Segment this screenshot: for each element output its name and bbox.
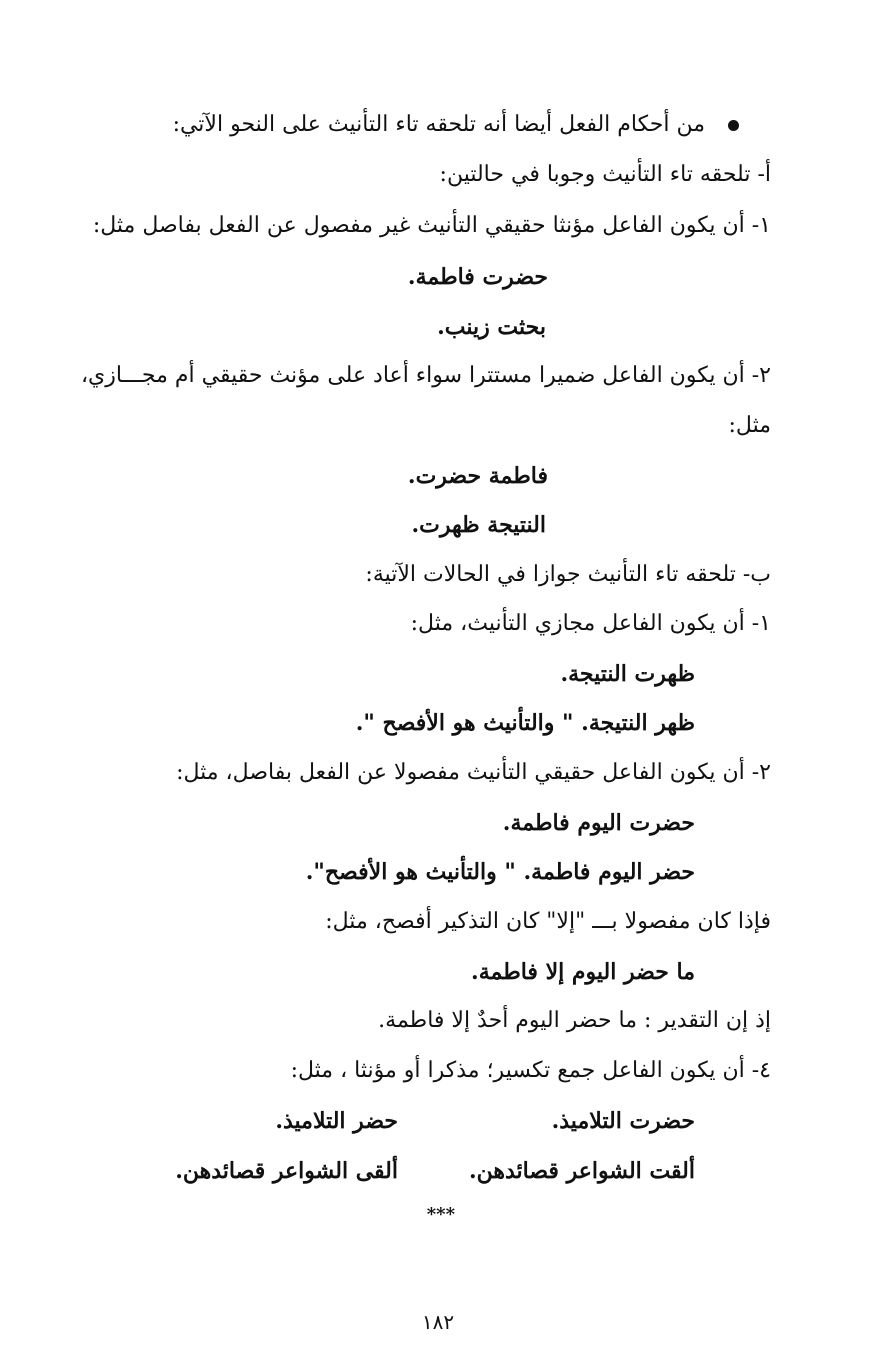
rule-b2-exception: فإذا كان مفصولا بـــ "إلا" كان التذكير أفصح، مثل:	[325, 909, 771, 934]
example-b1-1: ظهرت النتيجة.	[560, 661, 695, 687]
example-a1-2: بحثت زينب.	[437, 314, 546, 340]
example-b2-2: حضر اليوم فاطمة. " والتأنيث هو الأفصح".	[305, 859, 695, 885]
page-number: ١٨٢	[421, 1310, 455, 1334]
section-a-heading: أ- تلحقه تاء التأنيث وجوبا في حالتين:	[439, 162, 771, 187]
rule-b1: ١- أن يكون الفاعل مجازي التأنيث، مثل:	[410, 611, 771, 636]
rule-a1: ١- أن يكون الفاعل مؤنثا حقيقي التأنيث غير مفصول عن الفعل بفاصل مثل:	[92, 213, 771, 238]
example-b4-right-2: ألقت الشواعر قصائدهن.	[468, 1158, 695, 1184]
rule-a2-continuation: مثل:	[728, 413, 771, 438]
example-b4-left-2: ألقى الشواعر قصائدهن.	[175, 1158, 398, 1184]
example-b2-exception: ما حضر اليوم إلا فاطمة.	[471, 959, 695, 985]
example-b4-right-1: حضرت التلاميذ.	[551, 1108, 695, 1134]
intro-line: من أحكام الفعل أيضا أنه تلحقه تاء التأنيث على النحو الآتي:	[172, 112, 705, 137]
section-b-heading: ب- تلحقه تاء التأنيث جوازا في الحالات الآتية:	[365, 562, 771, 587]
example-b2-1: حضرت اليوم فاطمة.	[502, 810, 695, 836]
rule-a2: ٢- أن يكون الفاعل ضميرا مستترا سواء أعاد على مؤنث حقيقي أم مجـــازي،	[80, 363, 771, 388]
example-a1-1: حضرت فاطمة.	[407, 264, 548, 290]
example-b1-2: ظهر النتيجة. " والتأنيث هو الأفصح ".	[355, 710, 695, 736]
rule-b2-explanation: إذ إن التقدير : ما حضر اليوم أحدٌ إلا فاطمة.	[378, 1008, 771, 1033]
example-a2-1: فاطمة حضرت.	[407, 463, 548, 489]
rule-b2: ٢- أن يكون الفاعل حقيقي التأنيث مفصولا عن الفعل بفاصل، مثل:	[176, 760, 771, 785]
bullet-icon	[728, 120, 739, 131]
example-b4-left-1: حضر التلاميذ.	[275, 1108, 398, 1134]
section-divider: ***	[426, 1204, 455, 1225]
example-a2-2: النتيجة ظهرت.	[411, 512, 546, 538]
rule-b4: ٤- أن يكون الفاعل جمع تكسير؛ مذكرا أو مؤنثا ، مثل:	[290, 1058, 771, 1083]
